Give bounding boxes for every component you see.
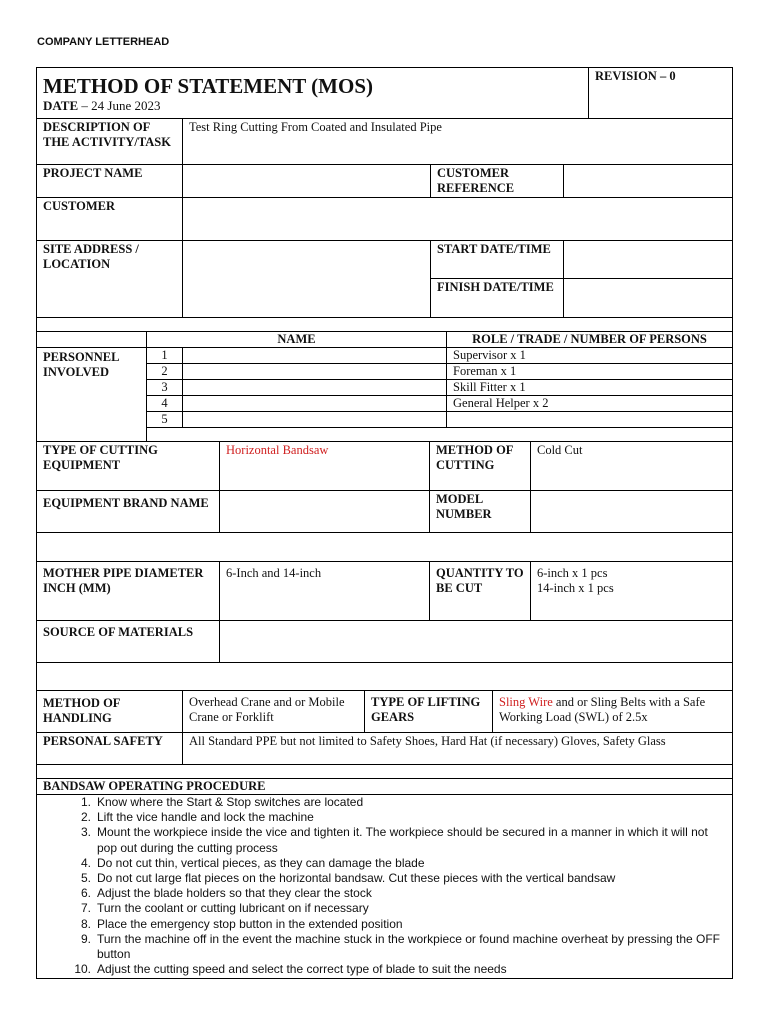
method-of-cutting-value: Cold Cut bbox=[531, 442, 733, 491]
equipment-table bbox=[36, 441, 733, 691]
date-label: DATE bbox=[43, 98, 79, 114]
procedure-step-text: Adjust the cutting speed and select the correct type of blade to suit the needs bbox=[97, 962, 507, 977]
procedure-step bbox=[43, 901, 726, 916]
quantity-label: QUANTITY TO BE CUT bbox=[430, 562, 531, 621]
procedure-step-text: Place the emergency stop button in the extended position bbox=[97, 916, 403, 931]
personnel-row-name bbox=[183, 412, 447, 428]
site-address-label: SITE ADDRESS / LOCATION bbox=[37, 241, 183, 318]
source-materials-label: SOURCE OF MATERIALS bbox=[37, 621, 220, 663]
start-datetime-value bbox=[564, 241, 733, 279]
procedure-step bbox=[43, 856, 726, 871]
procedure-step-number: 9. bbox=[80, 931, 91, 946]
personnel-row-role: Supervisor x 1 bbox=[447, 348, 733, 364]
personnel-table bbox=[36, 331, 733, 442]
procedure-step bbox=[43, 886, 726, 901]
quantity-line: 6-inch x 1 pcs bbox=[537, 566, 608, 580]
project-name-label: PROJECT NAME bbox=[37, 165, 183, 198]
spacer-row bbox=[37, 765, 733, 779]
finish-datetime-value bbox=[564, 279, 733, 318]
personnel-label: PERSONNEL INVOLVED bbox=[37, 348, 147, 442]
cutting-equipment-label: TYPE OF CUTTING EQUIPMENT bbox=[37, 442, 220, 491]
spacer-row bbox=[37, 318, 733, 332]
personnel-row-role: General Helper x 2 bbox=[447, 396, 733, 412]
method-statement-form bbox=[36, 67, 733, 987]
project-info-table bbox=[36, 118, 733, 332]
personnel-row-num: 2 bbox=[147, 364, 183, 380]
procedure-step-number: 10. bbox=[74, 962, 91, 977]
customer-label: CUSTOMER bbox=[37, 198, 183, 241]
procedure-step-number: 2. bbox=[80, 810, 91, 825]
customer-reference-value bbox=[564, 165, 733, 198]
procedure-step-text: Turn the coolant or cutting lubricant on if necessary bbox=[97, 901, 369, 916]
equipment-brand-value bbox=[220, 491, 430, 533]
handling-value: Overhead Crane and or Mobile Crane or Forklift bbox=[183, 691, 365, 733]
procedure-step-number: 3. bbox=[80, 825, 91, 840]
personnel-row-name bbox=[183, 380, 447, 396]
personnel-row-num: 3 bbox=[147, 380, 183, 396]
procedure-step-text: Know where the Start & Stop switches are located bbox=[97, 795, 364, 809]
personnel-row-name bbox=[183, 396, 447, 412]
personnel-header-blank bbox=[37, 332, 147, 348]
procedure-step-number: 1. bbox=[80, 795, 91, 809]
personnel-row-num: 1 bbox=[147, 348, 183, 364]
personal-safety-value: All Standard PPE but not limited to Safety Shoes, Hard Hat (if necessary) Gloves, Safety Glass bbox=[183, 733, 733, 765]
personnel-tail bbox=[147, 428, 733, 442]
cutting-equipment-value: Horizontal Bandsaw bbox=[220, 442, 430, 491]
personnel-row-num: 5 bbox=[147, 412, 183, 428]
model-number-label: MODEL NUMBER bbox=[430, 491, 531, 533]
procedure-step-number: 5. bbox=[80, 871, 91, 886]
activity-value: Test Ring Cutting From Coated and Insulated Pipe bbox=[183, 119, 733, 165]
start-datetime-label: START DATE/TIME bbox=[431, 241, 564, 279]
pipe-diameter-value: 6-Inch and 14-inch bbox=[220, 562, 430, 621]
procedure-step-text: Do not cut thin, vertical pieces, as they can damage the blade bbox=[97, 855, 425, 870]
date-dash: – bbox=[81, 98, 88, 114]
quantity-value bbox=[531, 562, 733, 621]
procedure-step bbox=[43, 932, 726, 962]
procedure-step-text: Do not cut large flat pieces on the horizontal bandsaw. Cut these pieces with the vertical bandsaw bbox=[97, 871, 616, 886]
personnel-row-role bbox=[447, 412, 733, 428]
personnel-row-num: 4 bbox=[147, 396, 183, 412]
spacer-row bbox=[37, 663, 733, 691]
procedure-step-number: 6. bbox=[80, 886, 91, 901]
procedure-step-text: Adjust the blade holders so that they clear the stock bbox=[97, 886, 372, 901]
activity-label: DESCRIPTION OF THE ACTIVITY/TASK bbox=[37, 119, 183, 165]
lifting-gears-label: TYPE OF LIFTING GEARS bbox=[365, 691, 493, 733]
revision-label: REVISION – bbox=[595, 69, 667, 83]
name-header: NAME bbox=[147, 332, 447, 348]
header-table bbox=[36, 67, 733, 119]
finish-datetime-label: FINISH DATE/TIME bbox=[431, 279, 564, 318]
lifting-gears-text: and or Sling Belts with a Safe Working Load (SWL) of 2.5x bbox=[499, 695, 706, 724]
revision-cell bbox=[589, 68, 733, 119]
handling-label: METHOD OF HANDLING bbox=[37, 691, 183, 733]
source-materials-value bbox=[220, 621, 733, 663]
date-value: 24 June 2023 bbox=[91, 98, 161, 114]
revision-value: 0 bbox=[669, 69, 676, 83]
procedure-step bbox=[43, 962, 726, 977]
procedure-title: BANDSAW OPERATING PROCEDURE bbox=[37, 779, 733, 795]
lifting-gears-value bbox=[493, 691, 733, 733]
procedure-table bbox=[36, 778, 733, 979]
project-name-value bbox=[183, 165, 431, 198]
procedure-step-text: Mount the workpiece inside the vice and tighten it. The workpiece should be secured in a manner in which it will not pop out during the cutting process bbox=[97, 825, 708, 855]
procedure-step-text: Lift the vice handle and lock the machine bbox=[97, 810, 314, 825]
document-title: METHOD OF STATEMENT (MOS) bbox=[43, 74, 373, 98]
personnel-row-name bbox=[183, 364, 447, 380]
company-letterhead: COMPANY LETTERHEAD bbox=[37, 36, 170, 48]
lifting-gears-highlight: Sling Wire bbox=[499, 695, 553, 709]
title-cell bbox=[37, 68, 589, 119]
handling-table bbox=[36, 690, 733, 779]
site-address-value bbox=[183, 241, 431, 318]
customer-value bbox=[183, 198, 733, 241]
quantity-line: 14-inch x 1 pcs bbox=[537, 581, 614, 595]
procedure-step-number: 4. bbox=[80, 855, 91, 870]
customer-reference-label: CUSTOMER REFERENCE bbox=[431, 165, 564, 198]
procedure-step bbox=[43, 871, 726, 886]
procedure-step bbox=[43, 917, 726, 932]
spacer-row bbox=[37, 533, 733, 562]
personnel-row-role: Foreman x 1 bbox=[447, 364, 733, 380]
procedure-step bbox=[43, 810, 726, 825]
personnel-row-name bbox=[183, 348, 447, 364]
procedure-step-number: 7. bbox=[80, 901, 91, 916]
procedure-steps-cell bbox=[37, 795, 733, 979]
equipment-brand-label: EQUIPMENT BRAND NAME bbox=[37, 491, 220, 533]
pipe-diameter-label: MOTHER PIPE DIAMETER INCH (MM) bbox=[37, 562, 220, 621]
model-number-value bbox=[531, 491, 733, 533]
role-header: ROLE / TRADE / NUMBER OF PERSONS bbox=[447, 332, 733, 348]
method-of-cutting-label: METHOD OF CUTTING bbox=[430, 442, 531, 491]
procedure-step bbox=[43, 825, 726, 855]
procedure-step-text: Turn the machine off in the event the machine stuck in the workpiece or found machine overheat by pressing the OFF button bbox=[97, 931, 721, 962]
procedure-steps bbox=[43, 795, 726, 977]
personal-safety-label: PERSONAL SAFETY bbox=[37, 733, 183, 765]
personnel-row-role: Skill Fitter x 1 bbox=[447, 380, 733, 396]
date-line bbox=[43, 98, 582, 114]
procedure-step bbox=[43, 795, 726, 810]
procedure-step-number: 8. bbox=[80, 916, 91, 931]
